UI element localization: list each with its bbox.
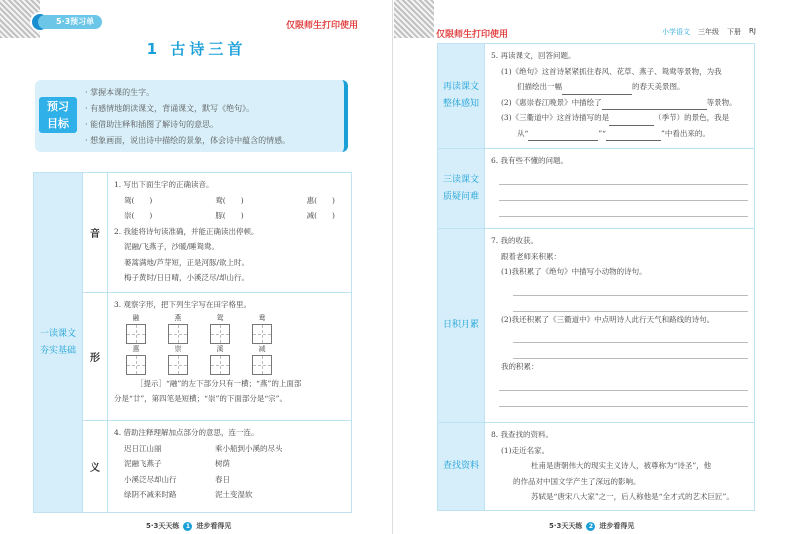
goal-item: · 有感情地朗读课文，背诵课文，默写《绝句》。 (85, 104, 255, 113)
goals-tag-line: 目标 (47, 117, 69, 130)
answer-blank[interactable] (606, 140, 661, 141)
writing-line[interactable] (499, 201, 748, 217)
research-exercise: 8. 我查找的资料。 (1)走近名家。 杜甫是唐朝伟大的现实主义诗人，被尊称为“诗圣”，他 的作品对中国文学产生了深远的影响。 苏轼是“唐宋八大家”之一，后人称他是“全才式的艺术巨匠”。 (485, 423, 755, 511)
writing-line[interactable] (513, 296, 748, 312)
sound-label: 音 (83, 173, 108, 293)
shape-label: 形 (83, 293, 108, 421)
writing-line[interactable] (513, 327, 748, 343)
writing-line[interactable] (499, 391, 748, 407)
page-number: 1 (183, 522, 192, 531)
page-title: 1 古诗三首 (146, 40, 247, 58)
writing-line[interactable] (513, 343, 748, 359)
preview-goals (35, 80, 348, 152)
book-header: 小学语文 三年级 下册 RJ (662, 27, 756, 36)
page-number: 2 (586, 522, 595, 531)
preview-badge: 5·3预习单 (38, 15, 102, 29)
writing-line[interactable] (499, 169, 748, 185)
writing-grid[interactable] (210, 324, 230, 344)
writing-grid[interactable] (126, 355, 146, 375)
print-notice: 仅限师生打印使用 (286, 21, 359, 31)
goals-tag (39, 97, 77, 133)
section-label: 一读课文 夯实基础 (34, 173, 83, 513)
goals-tag-line: 预习 (47, 100, 69, 113)
sound-exercise: 1. 写出下面生字的正确读音。 鸳( ) 鸯( ) 惠( ) 崇( ) 豚( ) 减( ) 2. 我能将诗句读准确，并能正确读出停顿。 泥融/飞燕子，沙暖/睡鸳鸯。 蒌蒿满地/芦芽短，正是河豚/欲上时。 梅子黄时/日日晴，小溪泛尽/却山行。 (108, 173, 352, 293)
harvest-exercise: 7. 我的收获。 跟着老师来积累： (1)我积累了《绝句》中描写小动物的诗句。 (2)我还积累了《三衢道中》中点明诗人此行天气和路线的诗句。 我的积累： (485, 229, 755, 423)
page-footer: 5·3天天练 1 进步看得见 (146, 522, 232, 530)
meaning-label: 义 (83, 421, 108, 513)
shape-exercise: 3. 观察字形，把下列生字写在田字格里。 融 燕 鸳 鸯 惠 崇 溪 减 ［提示］“融”的左下部分只有一横；“燕”的上面部 分是“廿”，第四笔是短横；“崇”的下面部分是“宗”。 (108, 293, 352, 421)
meaning-exercise: 4. 借助注释理解加点部分的意思，连一连。 迟日江山丽 乘小船到小溪的尽头 泥融飞燕子 树荫 小溪泛尽却山行 春日 绿阴不减来时路 泥土变湿软 (108, 421, 352, 513)
writing-grid[interactable] (126, 324, 146, 344)
goal-item: · 能借助注释和插图了解诗句的意思。 (85, 120, 219, 129)
writing-grid[interactable] (252, 324, 272, 344)
section-label: 再读课文 整体感知 (438, 44, 485, 149)
writing-line[interactable] (499, 185, 748, 201)
goal-item: · 掌握本课的生字。 (85, 88, 155, 97)
exercise-table (33, 172, 352, 513)
goal-item: · 想象画面，说出诗中描绘的景象，体会诗中蕴含的情感。 (85, 136, 291, 145)
writing-grid[interactable] (210, 355, 230, 375)
writing-line[interactable] (513, 280, 748, 296)
answer-blank[interactable] (528, 140, 598, 141)
section-label: 日积月累 (438, 229, 485, 423)
reread-exercise: 5. 再读课文，回答问题。 (1)《绝句》这首诗紧紧抓住春风、花草、燕子、鸳鸯等景物，为我 们描绘出一幅 的春天美景图。 (2)《惠崇春江晚景》中描绘了 等景物。 (3)《三衢道中》这首诗描写的是 （季节）的景色，我是 从“ ”“ ”中看出来的。 (485, 44, 755, 149)
print-notice: 仅限师生打印使用 (436, 30, 509, 40)
right-page (394, 0, 786, 534)
writing-line[interactable] (499, 375, 748, 391)
exercise-table (437, 43, 755, 511)
qr-code (394, 0, 434, 38)
writing-grid[interactable] (252, 355, 272, 375)
section-label: 查找资料 (438, 423, 485, 511)
section-label: 三读课文 质疑问难 (438, 149, 485, 229)
page-footer: 5·3天天练 2 进步看得见 (549, 522, 635, 530)
writing-grid[interactable] (168, 324, 188, 344)
questions-exercise: 6. 我有些不懂的问题。 (485, 149, 755, 229)
writing-grid[interactable] (168, 355, 188, 375)
